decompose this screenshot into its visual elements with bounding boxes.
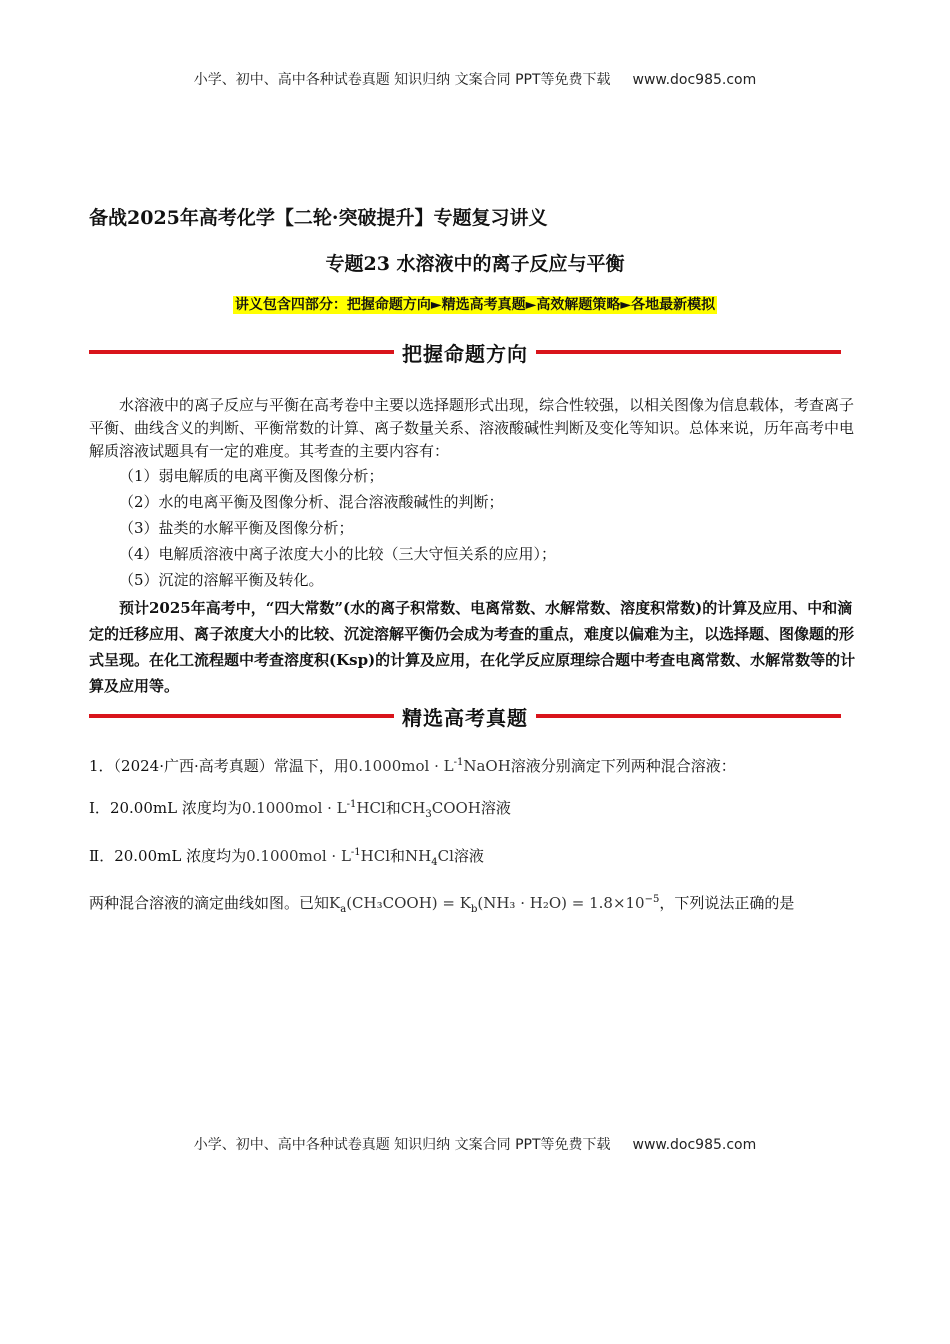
- conjunction: 和: [390, 847, 406, 865]
- section-heading: 精选高考真题: [402, 705, 528, 730]
- section-banner-exam: [89, 701, 841, 731]
- list-item: （5）沉淀的溶解平衡及转化。: [119, 571, 324, 589]
- conjunction: 和: [385, 799, 401, 817]
- list-item: （1）弱电解质的电离平衡及图像分析；: [119, 467, 384, 485]
- option-mark: Ⅱ．: [89, 847, 115, 865]
- ka-symbol: K: [329, 894, 341, 912]
- section-direction-body: [89, 394, 864, 699]
- concentration: 0.1000mol · L: [241, 799, 347, 817]
- outline-highlight: [0, 294, 950, 314]
- option-volume: 20.00mL 浓度均为: [114, 847, 247, 865]
- subscript: 3: [425, 809, 432, 820]
- exponent: -1: [346, 799, 357, 810]
- kb-expression: (NH₃ · H₂O) = 1.8×10: [477, 894, 645, 912]
- acid: HCl: [356, 799, 386, 817]
- section-banner-direction: [89, 337, 841, 367]
- acid: HCl: [360, 847, 391, 865]
- exponent: -1: [350, 847, 361, 858]
- question-stem: [89, 755, 864, 776]
- document-title: 备战2025年高考化学【二轮·突破提升】专题复习讲义: [89, 207, 548, 229]
- banner-rule-right: [536, 714, 841, 718]
- document-subtitle: 专题23 水溶液中的离子反应与平衡: [325, 253, 625, 275]
- species: NH: [405, 847, 432, 865]
- species: Cl: [437, 847, 454, 865]
- question-number: 1．: [89, 757, 114, 775]
- option-ii: [89, 845, 864, 868]
- question-tail: 溶液分别滴定下列两种混合溶液：: [510, 757, 736, 775]
- header-text: 小学、初中、高中各种试卷真题 知识归纳 文案合同 PPT等免费下载: [193, 72, 611, 88]
- banner-rule-left: [89, 714, 394, 718]
- species: COOH: [431, 799, 481, 817]
- option-mark: Ⅰ．: [89, 799, 110, 817]
- intro-paragraph: 水溶液中的离子反应与平衡在高考卷中主要以选择题形式出现，综合性较强，以相关图像为信息载体，考查离子平衡、曲线含义的判断、平衡常数的计算、离子数量关系、溶液酸碱性判断及变化等知识。总体来说，历年高考中电解质溶液试题具有一定的难度。其考查的主要内容有：: [89, 396, 855, 460]
- footer-site-link[interactable]: www.doc985.com: [632, 1137, 757, 1153]
- section-heading: 把握命题方向: [402, 341, 528, 366]
- list-item: （3）盐类的水解平衡及图像分析；: [119, 519, 354, 537]
- question-condition: [89, 892, 864, 915]
- list-item: （2）水的电离平衡及图像分析、混合溶液酸碱性的判断；: [119, 493, 504, 511]
- species: CH: [400, 799, 426, 817]
- page-header: [0, 69, 950, 89]
- banner-rule-right: [536, 350, 841, 354]
- page-footer: [0, 1134, 950, 1154]
- suffix: 溶液: [453, 847, 484, 865]
- forecast-paragraph: 预计2025年高考中，“四大常数”(水的离子积常数、电离常数、水解常数、溶度积常数)的计算及应用、中和滴定的迁移应用、离子浓度大小的比较、沉淀溶解平衡仍会成为考查的重点，难度以偏难为主，以选择题、图像题的形式呈现。在化工流程题中考查溶度积(Ksp)的计算及应用，在化学反应原理综合题中考查电离常数、水解常数等的计算及应用等。: [89, 599, 856, 695]
- suffix: 溶液: [480, 799, 511, 817]
- stem-prefix: 两种混合溶液的滴定曲线如图。已知: [89, 894, 330, 912]
- footer-text: 小学、初中、高中各种试卷真题 知识归纳 文案合同 PPT等免费下载: [193, 1137, 611, 1153]
- exponent: -1: [453, 757, 464, 768]
- exponent: −5: [644, 894, 660, 905]
- outline-text: 讲义包含四部分：把握命题方向►精选高考真题►高效解题策略►各地最新模拟: [234, 297, 716, 313]
- subscript: 4: [431, 857, 438, 868]
- list-item: （4）电解质溶液中离子浓度大小的比较（三大守恒关系的应用）；: [119, 545, 557, 563]
- ka-expression: (CH₃COOH) = K: [346, 894, 471, 912]
- stem-suffix: ，下列说法正确的是: [659, 894, 795, 912]
- option-volume: 20.00mL 浓度均为: [109, 799, 242, 817]
- subscript: a: [340, 904, 347, 915]
- reagent: NaOH: [463, 757, 511, 775]
- concentration: 0.1000mol · L: [246, 847, 351, 865]
- subscript: b: [470, 904, 478, 915]
- banner-rule-left: [89, 350, 394, 354]
- question-source: （2024·广西·高考真题）常温下，用: [113, 757, 349, 775]
- option-i: [89, 797, 864, 820]
- concentration: 0.1000mol · L: [348, 757, 454, 775]
- header-site-link[interactable]: www.doc985.com: [632, 72, 757, 88]
